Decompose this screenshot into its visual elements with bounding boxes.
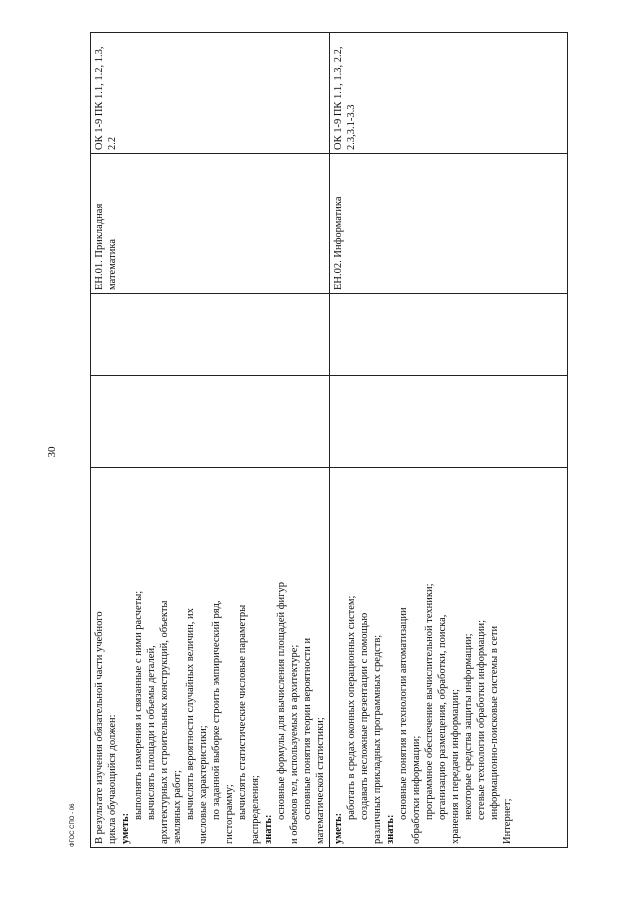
competencies-cell: ОК 1-9 ПК 1.1, 1.2, 1.3, 2.2: [91, 33, 330, 154]
max-hours-cell: [91, 376, 330, 468]
knowledge-item: организацию размещения, обработки, поиска,: [437, 614, 448, 820]
skill-item: различных прикладных программных средств;: [372, 634, 383, 844]
knowledge-label: знать:: [385, 814, 396, 844]
requirements-cell: [91, 468, 330, 848]
max-hours-cell: [330, 376, 568, 468]
knowledge-item: Интернет;: [502, 798, 513, 844]
required-hours-cell: [330, 294, 568, 376]
intro-line: цикла обучающийся должен:: [107, 714, 118, 844]
knowledge-item: информационно-поисковые системы в сети: [489, 625, 500, 820]
knowledge-item: основные формулы для вычисления площадей фигур: [276, 582, 287, 820]
requirements-cell: [330, 468, 568, 848]
skill-item: земляных работ;: [172, 770, 183, 844]
skill-item: архитектурных и строительных конструкций, объекты: [159, 600, 170, 844]
skill-item: гистограмму;: [224, 784, 235, 844]
required-hours-cell: [91, 294, 330, 376]
skill-item: создавать несложные презентации с помощью: [359, 612, 370, 820]
knowledge-item: математической статистики;: [315, 717, 326, 844]
skills-label: уметь:: [333, 812, 344, 844]
skill-item: по заданной выборке строить эмпирический ряд,: [211, 600, 222, 820]
knowledge-item: сетевые технологии обработки информации;: [476, 619, 487, 820]
knowledge-item: основные понятия и технологии автоматизации: [398, 607, 409, 820]
knowledge-item: обработки информации;: [411, 735, 422, 844]
knowledge-item: и объемов тел, используемых в архитектуре;: [289, 644, 300, 844]
knowledge-item: некоторые средства защиты информации;: [463, 633, 474, 820]
intro-line: В результате изучения обязательной части учебного: [94, 611, 105, 844]
skills-label: уметь:: [120, 812, 131, 844]
skill-item: вычислять вероятности случайных величин, их: [185, 608, 196, 820]
curriculum-table: [90, 32, 568, 848]
page-number: 30: [46, 446, 58, 458]
knowledge-label: знать:: [263, 814, 274, 844]
knowledge-item: хранения и передачи информации;: [450, 689, 461, 844]
skill-item: работать в средах оконных операционных систем;: [346, 595, 357, 820]
skill-item: вычислять площади и объемы деталей,: [146, 645, 157, 820]
skill-item: числовые характеристики;: [198, 725, 209, 844]
skill-item: вычислять статистические числовые параметры: [237, 604, 248, 820]
skill-item: распределения;: [250, 775, 261, 844]
table-row: [91, 33, 330, 848]
skill-item: выполнять измерения и связанные с ними расчеты;: [133, 590, 144, 820]
competencies-cell: ОК 1-9 ПК 1.1, 1.3, 2.2, 2.3,3.1-3.3: [330, 33, 568, 154]
table-row: [330, 33, 568, 848]
knowledge-item: программное обеспечение вычислительной техники;: [424, 583, 435, 820]
curriculum-table-container: [90, 33, 563, 848]
knowledge-item: основные понятия теории вероятности и: [302, 637, 313, 820]
discipline-cell: ЕН.01. Прикладная математика: [91, 154, 330, 294]
discipline-cell: ЕН.02. Информатика: [330, 154, 568, 294]
footer-label: ФГОС СПО - 06: [70, 803, 76, 847]
